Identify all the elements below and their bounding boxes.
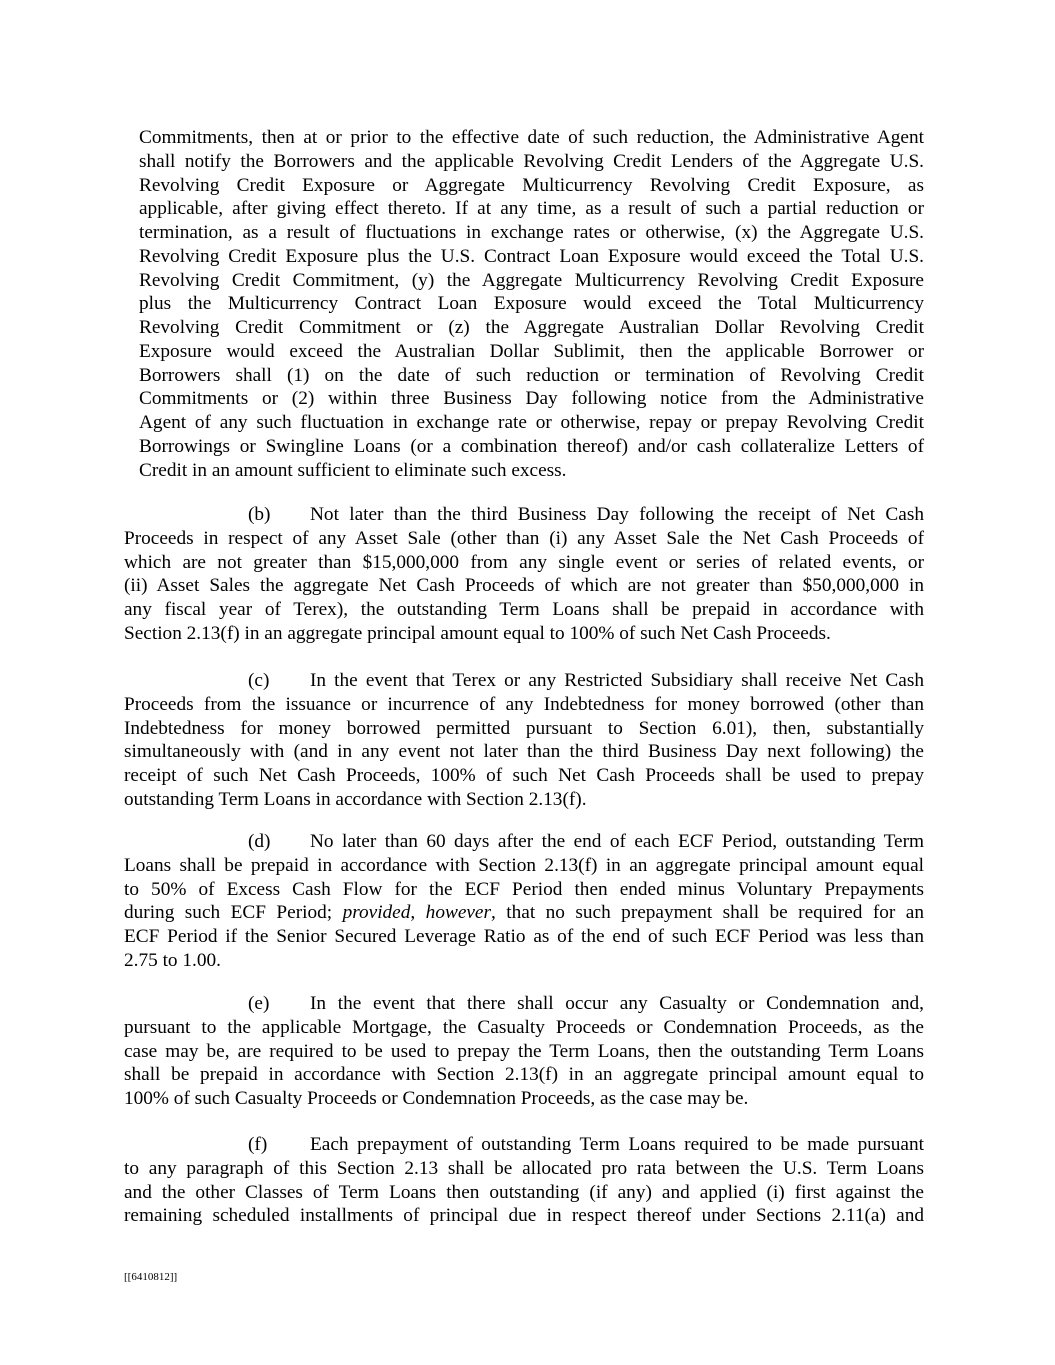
section-d-paragraph [124, 830, 924, 973]
text-line: and the other Classes of Term Loans then outstanding (if any) and applied (i) first against the [124, 1181, 924, 1203]
text-line: Exposure would exceed the Australian Dollar Sublimit, then the applicable Borrower or [139, 340, 924, 362]
text-line: Revolving Credit Exposure or Aggregate Multicurrency Revolving Credit Exposure, as [139, 174, 924, 196]
italic-however: however [425, 902, 491, 924]
section-f-paragraph [124, 1133, 924, 1228]
text-line: remaining scheduled installments of principal due in respect thereof under Sections 2.11(a) and [124, 1205, 924, 1227]
text-line: Borrowers shall (1) on the date of such reduction or termination of Revolving Credit [139, 364, 924, 386]
section-marker: (b) [248, 504, 271, 525]
text-line-content: In the event that Terex or any Restricted Subsidiary shall receive Net Cash [310, 670, 924, 691]
text-line: Loans shall be prepaid in accordance with Section 2.13(f) in an aggregate principal amount equal [124, 854, 924, 876]
text-line: shall notify the Borrowers and the applicable Revolving Credit Lenders of the Aggregate U.S. [139, 150, 924, 172]
text-line: Commitments, then at or prior to the effective date of such reduction, the Administrative Agent [139, 127, 924, 148]
text-line: Revolving Credit Commitment, (y) the Aggregate Multicurrency Revolving Credit Exposure [139, 269, 924, 291]
section-marker: (f) [248, 1134, 268, 1155]
text-line: Borrowings or Swingline Loans (or a combination thereof) and/or cash collateralize Letters of [139, 435, 924, 457]
text-line: Commitments or (2) within three Business Day following notice from the Administrative [139, 388, 924, 410]
text-line [124, 901, 924, 925]
text-line-content: No later than 60 days after the end of each ECF Period, outstanding Term [310, 831, 924, 852]
text-line: Credit in an amount sufficient to eliminate such excess. [139, 459, 567, 481]
text-line: Agent of any such fluctuation in exchange rate or otherwise, repay or prepay Revolving Credit [139, 412, 924, 433]
section-e-paragraph [124, 992, 924, 1111]
text-fragment: during such ECF Period; [124, 902, 343, 924]
text-line [124, 503, 924, 527]
text-line: outstanding Term Loans in accordance with Section 2.13(f). [124, 788, 587, 810]
text-line: Revolving Credit Commitment or (z) the Aggregate Australian Dollar Revolving Credit [139, 317, 924, 338]
text-line: termination, as a result of fluctuations in exchange rates or otherwise, (x) the Aggregate U.S. [139, 222, 924, 243]
section-marker: (d) [248, 831, 271, 852]
text-line: pursuant to the applicable Mortgage, the Casualty Proceeds or Condemnation Proceeds, as the [124, 1016, 924, 1038]
text-line: Proceeds from the issuance or incurrence of any Indebtedness for money borrowed (other than [124, 693, 924, 715]
text-fragment: , that no such prepayment shall be required for an [491, 902, 924, 924]
text-line: Proceeds in respect of any Asset Sale (other than (i) any Asset Sale the Net Cash Proceeds of [124, 527, 924, 549]
text-line [124, 830, 924, 854]
text-line: (ii) Asset Sales the aggregate Net Cash Proceeds of which are not greater than $50,000,000 in [124, 575, 924, 597]
section-marker: (c) [248, 670, 270, 691]
text-line: Section 2.13(f) in an aggregate principal amount equal to 100% of such Net Cash Proceeds. [124, 622, 831, 644]
text-line [124, 992, 924, 1016]
text-line: simultaneously with (and in any event not later than the third Business Day next following) the [124, 741, 924, 763]
text-line: which are not greater than $15,000,000 from any single event or series of related events, or [124, 551, 924, 573]
section-b-paragraph [124, 503, 924, 646]
text-line [124, 669, 924, 693]
text-line: applicable, after giving effect thereto. If at any time, as a result of such a partial reduction or [139, 198, 924, 220]
section-c-paragraph [124, 669, 924, 812]
text-line: any fiscal year of Terex), the outstanding Term Loans shall be prepaid in accordance with [124, 599, 924, 620]
text-fragment: , [410, 902, 426, 924]
text-line: case may be, are required to be used to prepay the Term Loans, then the outstanding Term Loans [124, 1040, 924, 1062]
section-marker: (e) [248, 993, 270, 1014]
text-line: Indebtedness for money borrowed permitted pursuant to Section 6.01), then, substantially [124, 717, 924, 739]
text-line: to 50% of Excess Cash Flow for the ECF Period then ended minus Voluntary Prepayments [124, 878, 924, 900]
text-line: plus the Multicurrency Contract Loan Exposure would exceed the Total Multicurrency [139, 293, 924, 315]
continuation-paragraph [139, 126, 924, 482]
text-line: ECF Period if the Senior Secured Leverage Ratio as of the end of such ECF Period was less than [124, 926, 924, 947]
italic-provided: provided [342, 902, 411, 924]
text-line: 2.75 to 1.00. [124, 949, 221, 971]
text-line: Revolving Credit Exposure plus the U.S. Contract Loan Exposure would exceed the Total U.S. [139, 245, 924, 267]
text-line-content: Each prepayment of outstanding Term Loans required to be made pursuant [310, 1134, 924, 1155]
text-line-content: Not later than the third Business Day following the receipt of Net Cash [310, 504, 924, 525]
text-line: to any paragraph of this Section 2.13 shall be allocated pro rata between the U.S. Term Loans [124, 1157, 924, 1179]
text-line-content: In the event that there shall occur any Casualty or Condemnation and, [310, 993, 924, 1014]
text-line: receipt of such Net Cash Proceeds, 100% of such Net Cash Proceeds shall be used to prepay [124, 765, 924, 786]
text-line [124, 1133, 924, 1157]
text-line: 100% of such Casualty Proceeds or Condemnation Proceeds, as the case may be. [124, 1088, 749, 1109]
text-line: shall be prepaid in accordance with Section 2.13(f) in an aggregate principal amount equal to [124, 1064, 924, 1086]
document-footer-id: [[6410812]] [124, 1271, 178, 1283]
